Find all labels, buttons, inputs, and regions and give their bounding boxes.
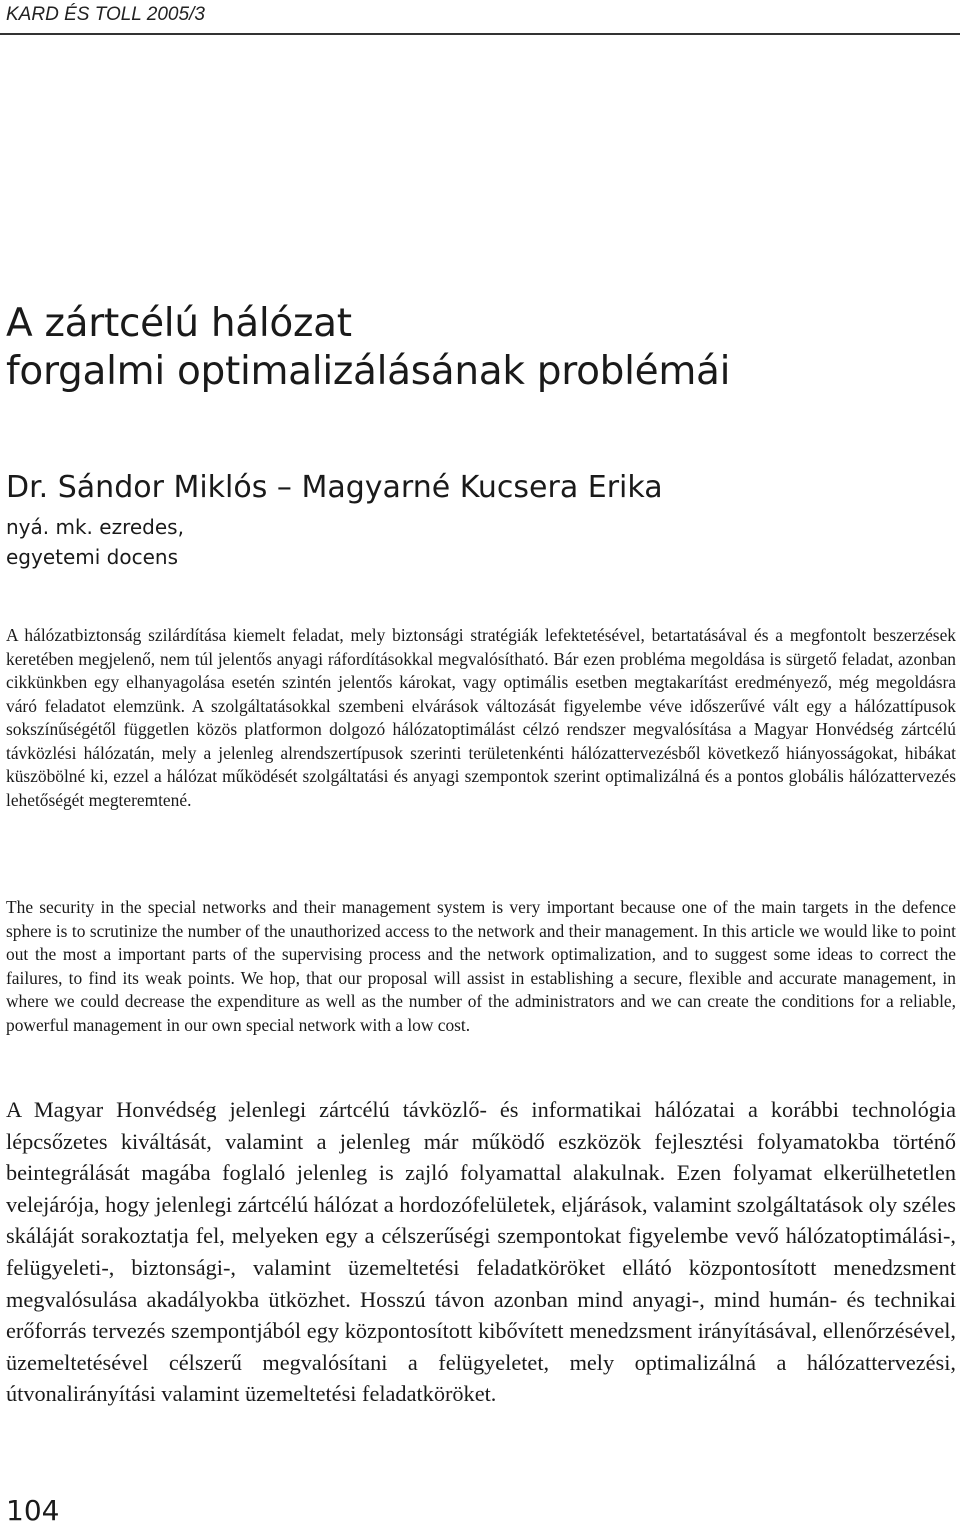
- article-authors: Dr. Sándor Miklós – Magyarné Kucsera Erika: [6, 470, 663, 505]
- author-rank-line-1: nyá. mk. ezredes,: [6, 515, 184, 539]
- body-paragraph: A Magyar Honvédség jelenlegi zártcélú távközlő- és informatikai hálózatai a korábbi technológia lépcsőzetes kiváltását, valamint a jelenleg már működő eszközök fejlesztési folyamatokba történő beintegrálását magába foglaló jelenleg is zajló folyamattal alakulnak. Ezen folyamat elkerülhetetlen velejárója, hogy jelenlegi zártcélú hálózat a hordozófelületek, eljárások, valamint szolgáltatások oly széles skáláját sorakoztatja fel, melyeken egy a célszerűségi szempontokat figyelembe vevő hálózatoptimálási-, felügyeleti-, biztonsági-, valamint üzemeltetési feladatköröket ellátó központosított menedzsment megvalósulása akadályokba ütközhet. Hosszú távon azonban mind anyagi-, mind humán- és technikai erőforrás tervezés szempontjából egy központosított kibővített menedzsment irányításával, ellenőrzésével, üzemeltetésével célszerű megvalósítani a felügyeletet, mely optimalizálná a hálózattervezési, útvonalirányítási valamint üzemeltetési feladatköröket.: [6, 1097, 956, 1407]
- abstract-english: The security in the special networks and their management system is very important because one of the main targets in the defence sphere is to scrutinize the number of the unauthorized access to the network and their management. In this article we would like to point out the most a important parts of the supervising process and the network optimalization, and to suggest some ideas to correct the failures, to find its weak points. We hop, that our proposal will assist in establishing a secure, flexible and accurate management, in where we could decrease the expenditure as well as the number of the administrators and we can create the conditions for a reliable, powerful management in our own special network with a low cost.: [6, 897, 956, 1035]
- abstract-hungarian: A hálózatbiztonság szilárdítása kiemelt feladat, mely biztonsági stratégiák lefektetésével, betartatásával és a megfontolt beszerzések keretében megjelenő, nem túl jelentős anyagi ráfordításokkal megvalósítható. Bár ezen probléma megoldása is sürgető feladat, azonban cikkünkben egy elhanyagolása esetén szintén jelentős károkat, vagy optimális esetben megtakarítást eredményező, még megoldásra váró feladatot elemzünk. A szolgáltatásokkal szembeni elvárások változását figyelembe véve időszerűvé vált egy a hálózattípusok sokszínűségétől független közös platformon dolgozó hálózatoptimálást célzó rendszer megvalósítása a Magyar Honvédség zártcélú távközlési hálózatán, mely a jelenleg alrendszertípusok szerinti területenkénti hálózattervezésből következő hiányosságokat, hibákat küszöbölné ki, ezzel a hálózat működését szolgáltatási és anyagi szempontok szerint optimalizálná és a pontos globális hálózattervezés lehetőségét megteremtené.: [6, 625, 956, 810]
- header-divider: [0, 33, 960, 35]
- article-title-line-2: forgalmi optimalizálásának problémái: [6, 349, 731, 394]
- author-affiliation: [6, 512, 184, 572]
- author-rank-line-2: egyetemi docens: [6, 545, 179, 569]
- article-title: [6, 300, 946, 396]
- article-title-line-1: A zártcélú hálózat: [6, 301, 352, 346]
- page-number: 104: [6, 1494, 60, 1527]
- running-header: KARD ÉS TOLL 2005/3: [6, 4, 205, 25]
